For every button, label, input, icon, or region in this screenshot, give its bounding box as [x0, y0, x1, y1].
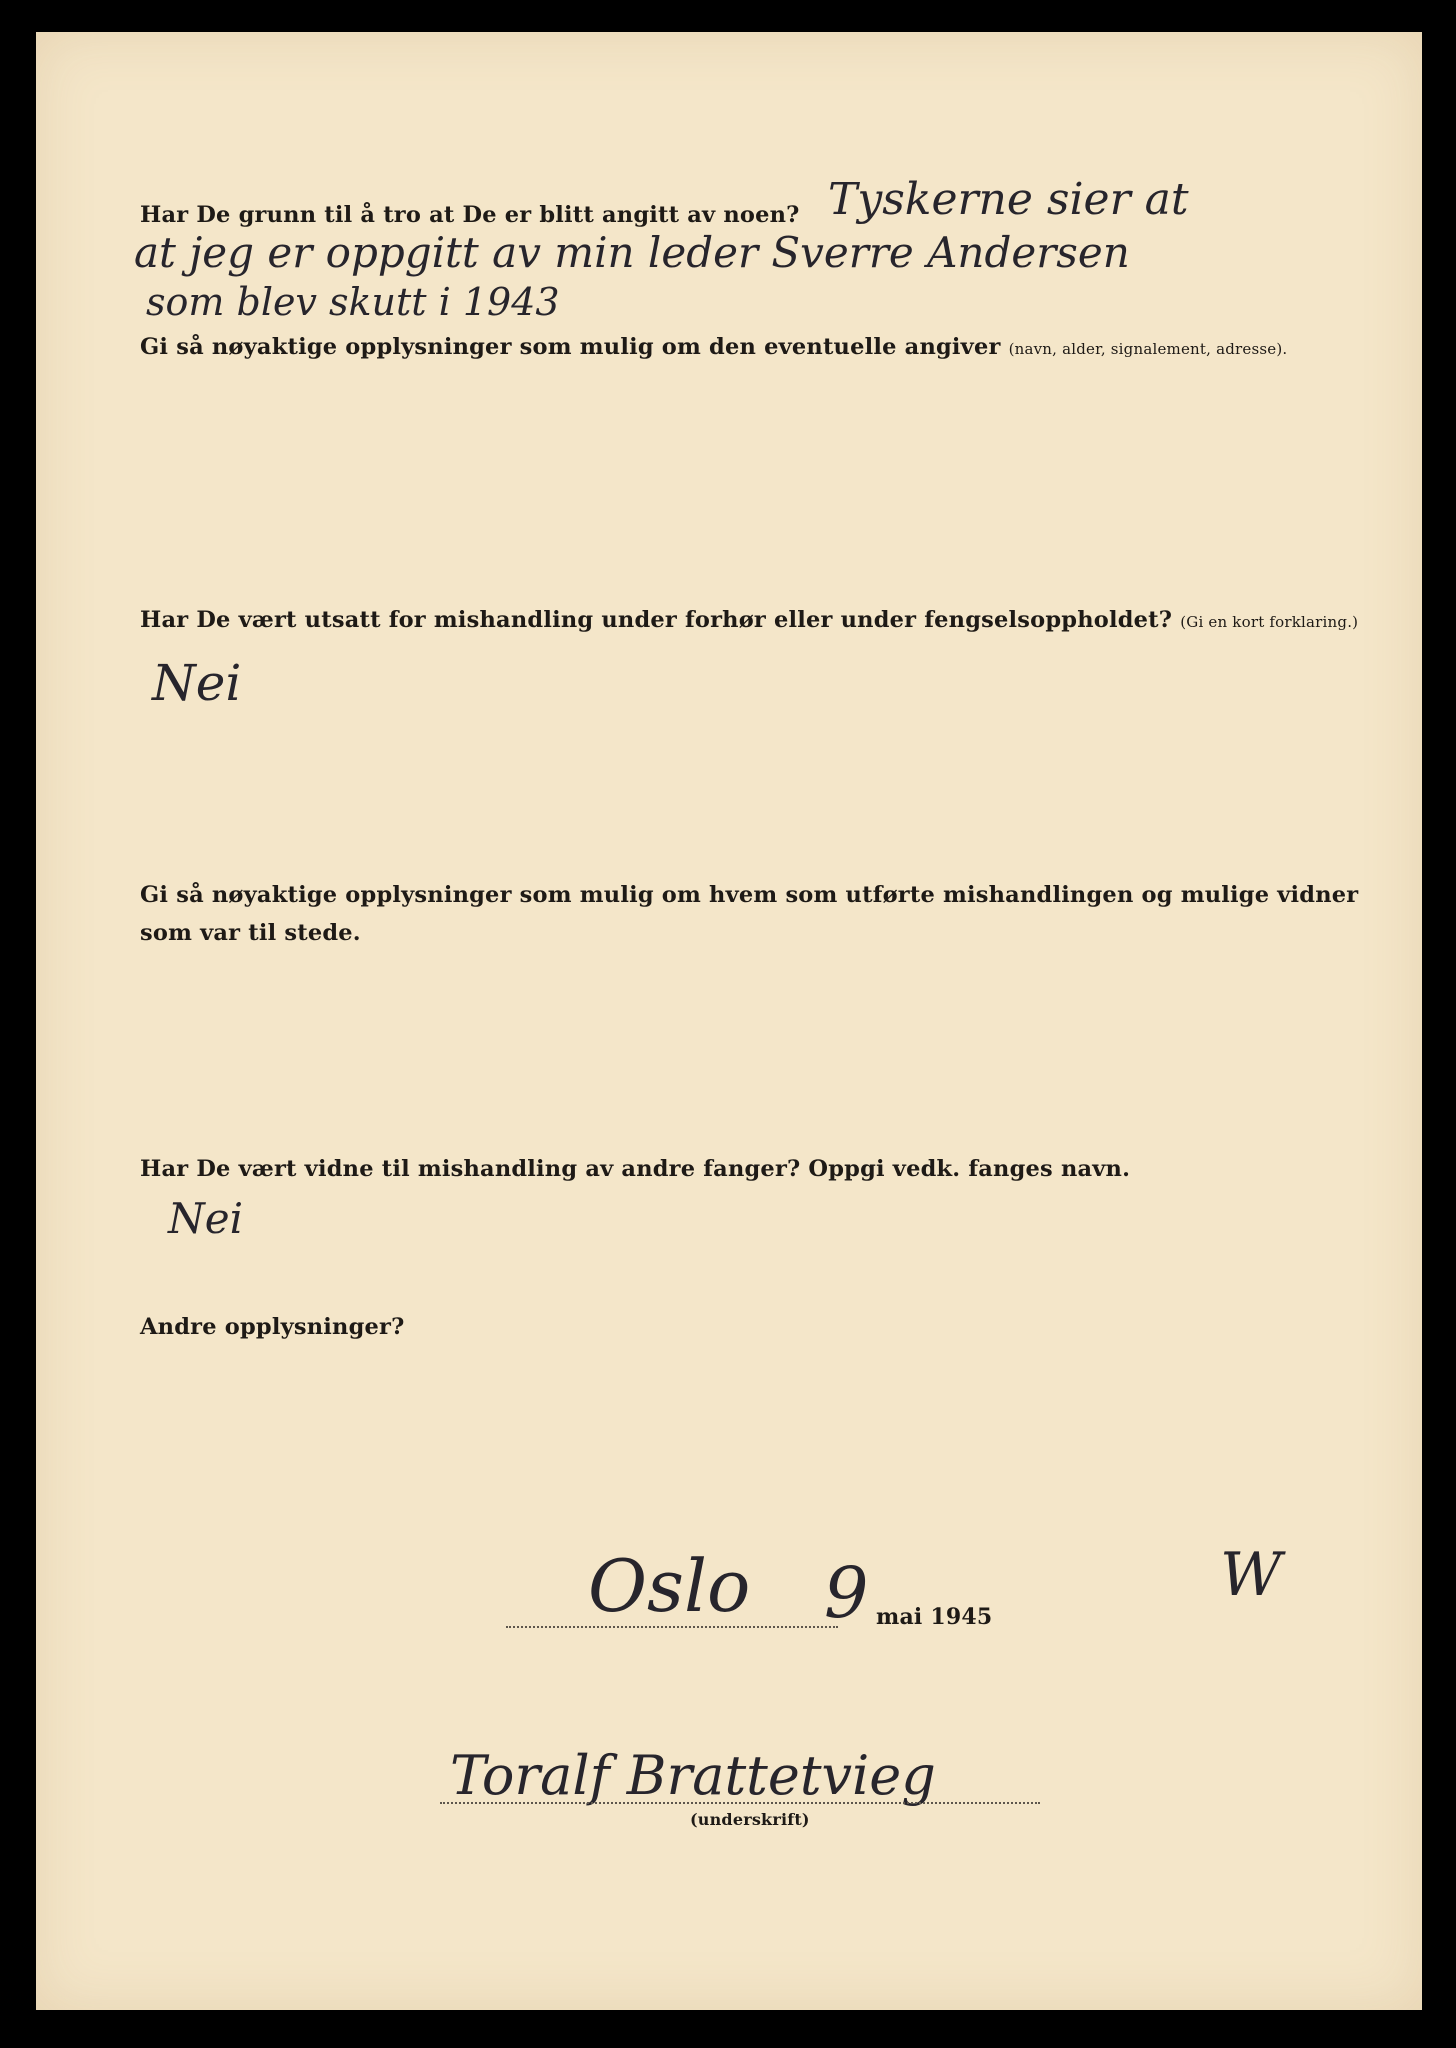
question-perpetrators-line2: som var til stede.	[140, 920, 361, 946]
question-informer-details-note: (navn, alder, signalement, adresse).	[1008, 340, 1288, 358]
place-handwritten: Oslo	[588, 1544, 751, 1628]
date-dotted-line	[506, 1626, 838, 1628]
form-page	[36, 32, 1422, 2010]
signature-label: (underskrift)	[690, 1810, 810, 1829]
question-informer-details-text: Gi så nøyaktige opplysninger som mulig om den eventuelle angiver	[140, 334, 1001, 360]
signature-dotted-line	[440, 1802, 1040, 1804]
answer-informed-line2: at jeg er oppgitt av min leder Sverre Andersen	[134, 228, 1130, 277]
handwritten-mark: W	[1220, 1540, 1282, 1610]
question-mistreatment-note: (Gi en kort forklaring.)	[1180, 613, 1359, 631]
question-informer-details	[140, 334, 1287, 360]
date-month-year: mai 1945	[876, 1604, 993, 1630]
question-perpetrators-line1: Gi så nøyaktige opplysninger som mulig om hvem som utførte mishandlingen og mulige vidner	[140, 882, 1359, 908]
answer-witness: Nei	[168, 1194, 244, 1243]
question-other-info: Andre opplysninger?	[140, 1314, 405, 1340]
day-handwritten: 9	[824, 1552, 869, 1634]
question-witness: Har De vært vidne til mishandling av andre fanger? Oppgi vedk. fanges navn.	[140, 1156, 1131, 1182]
question-mistreatment-text: Har De vært utsatt for mishandling under forhør eller under fengselsoppholdet?	[140, 607, 1173, 633]
answer-informed-line3: som blev skutt i 1943	[146, 280, 560, 324]
question-mistreatment	[140, 607, 1358, 633]
answer-informed-line1: Tyskerne sier at	[828, 174, 1189, 225]
signature: Toralf Brattetvieg	[450, 1744, 936, 1807]
question-informed: Har De grunn til å tro at De er blitt angitt av noen?	[140, 202, 800, 228]
answer-mistreatment: Nei	[152, 654, 242, 712]
